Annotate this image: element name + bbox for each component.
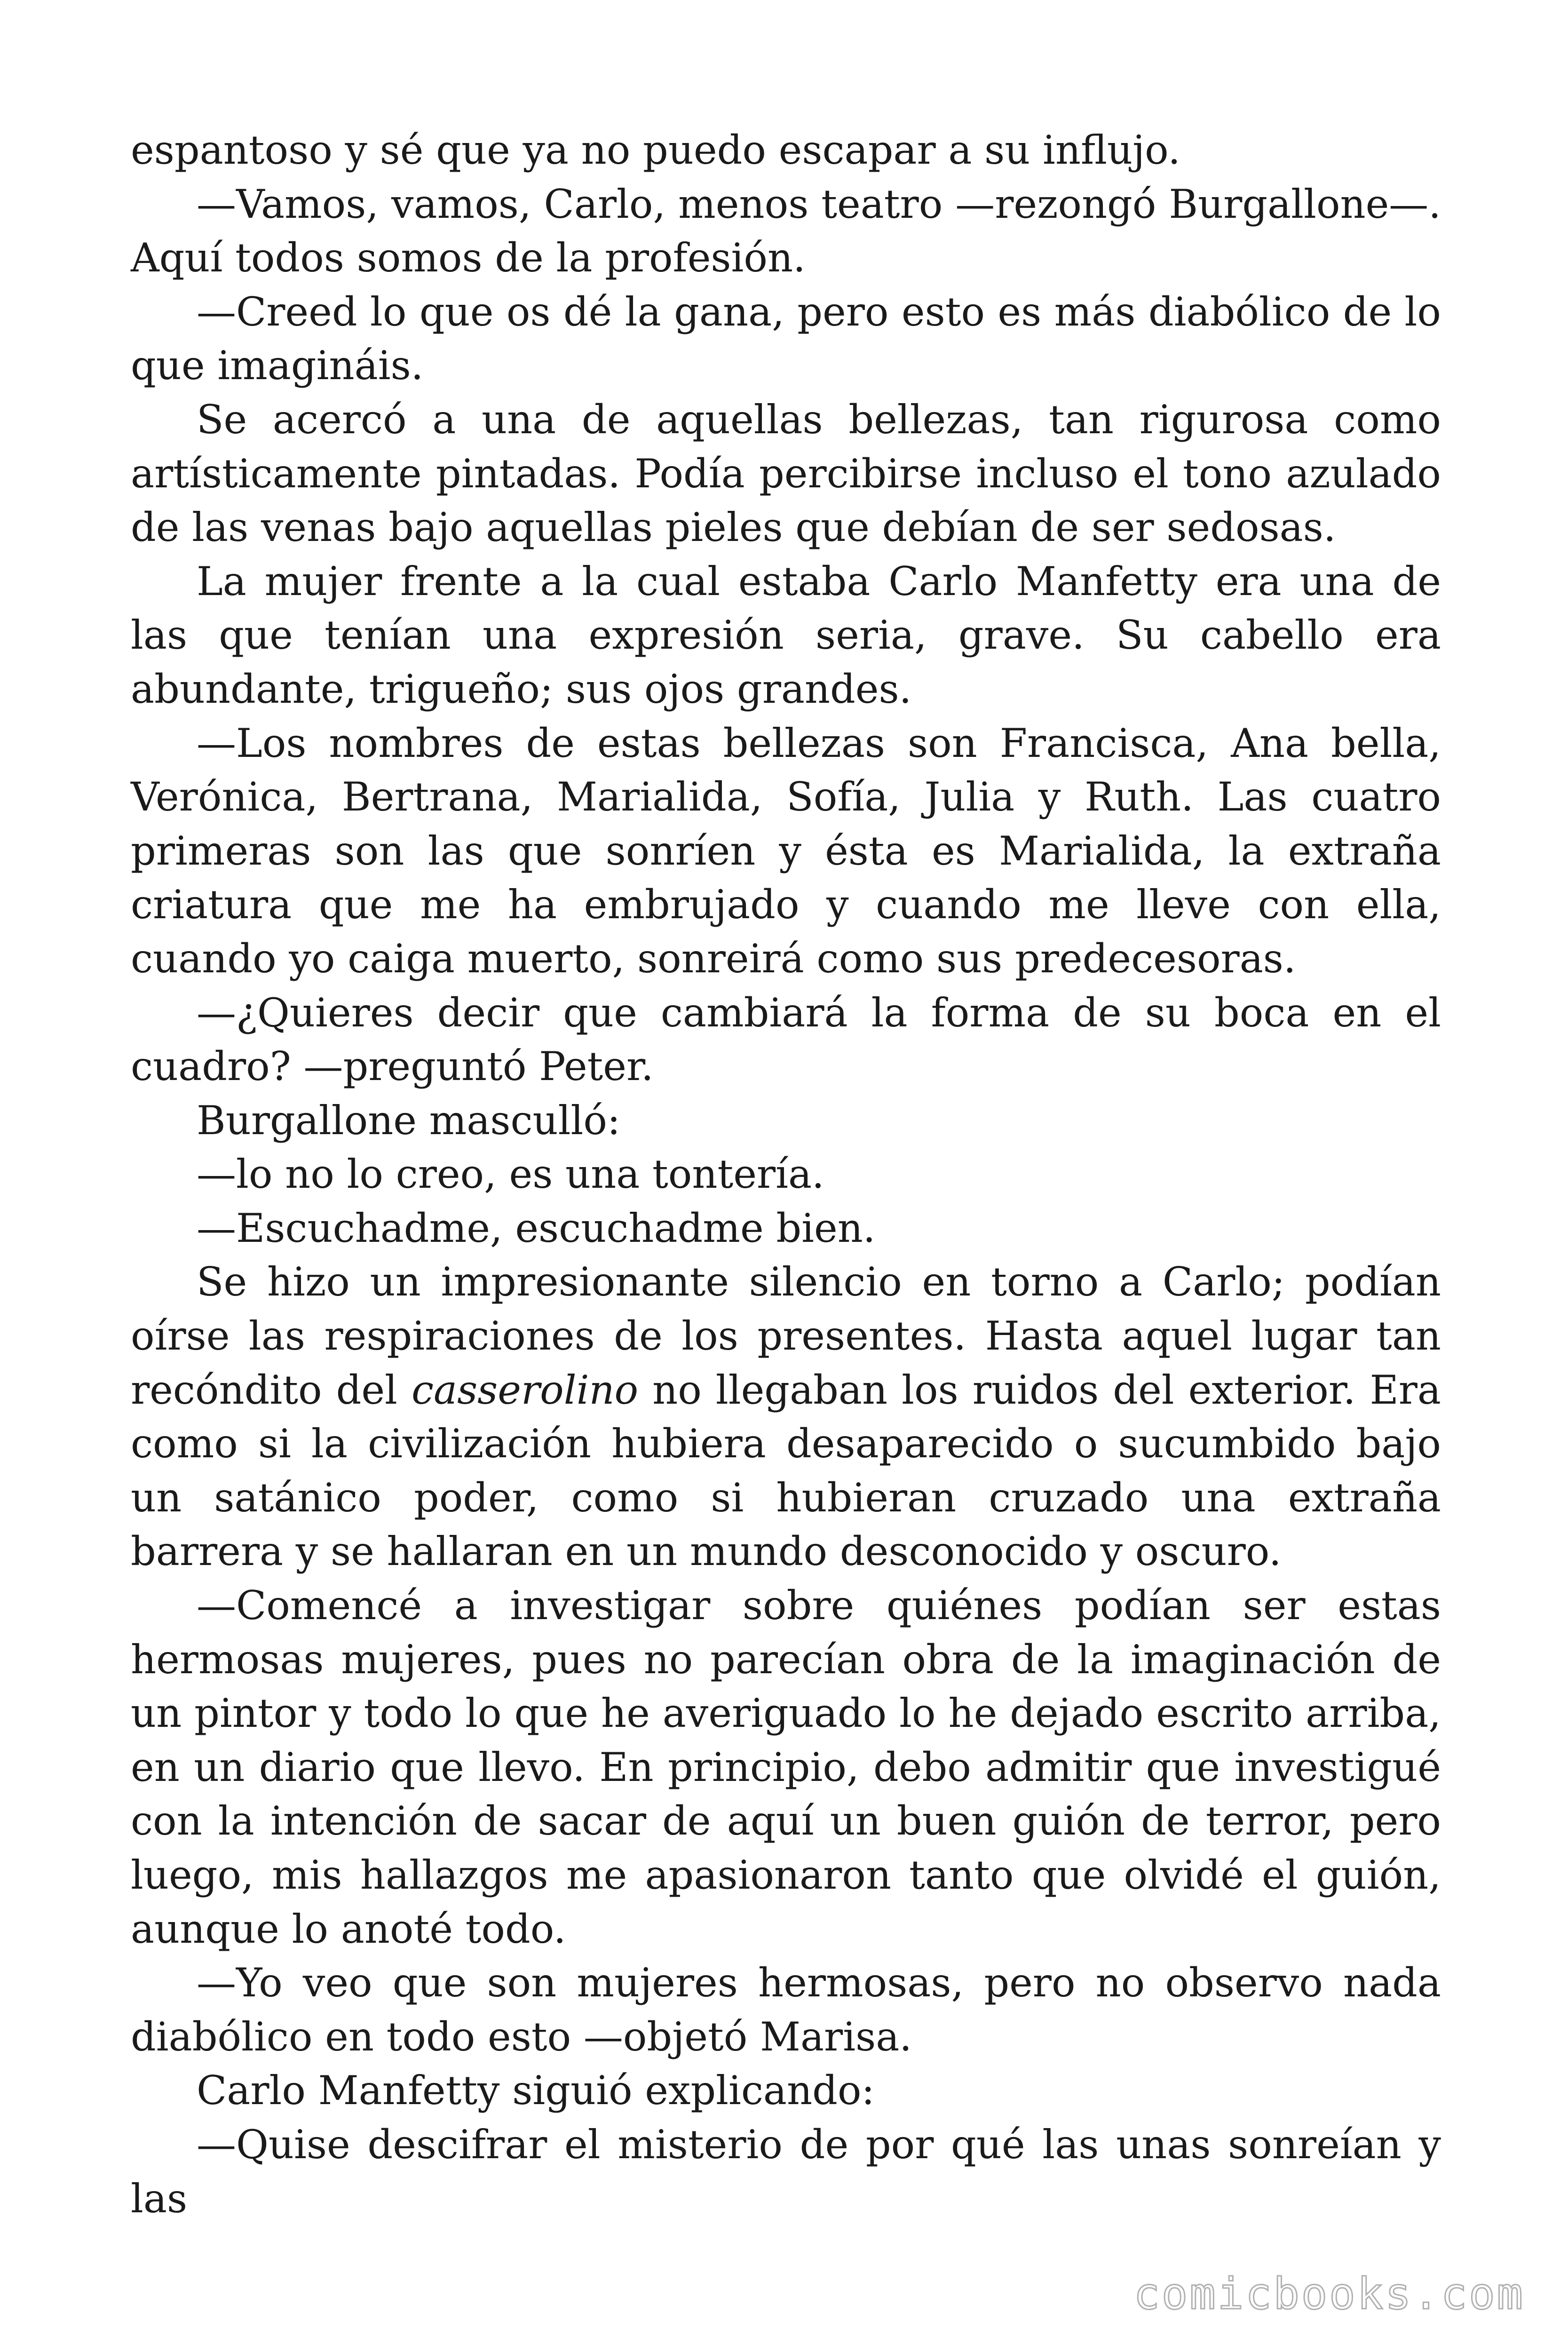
paragraph-5: La mujer frente a la cual estaba Carlo Manfetty era una de las que tenían una expresión seria, grave. Su cabello era abundante, trigueño; sus ojos grandes. [131, 558, 1441, 712]
paragraph-1: espantoso y sé que ya no puedo escapar a su influjo. [131, 127, 1180, 173]
paragraph-11-text-before: Se hizo un impresionante silencio en torno a Carlo; podían oírse las respiraciones de los presentes. Hasta aquel lugar tan recóndito del [131, 1259, 1441, 1413]
paragraph-11 [131, 1255, 1441, 1579]
paragraph-14: Carlo Manfetty siguió explicando: [197, 2067, 875, 2114]
watermark: comicbooks.com [1133, 2269, 1525, 2319]
italic-word-casserolino: casserolino [411, 1367, 639, 1413]
body-text [131, 123, 1441, 2225]
paragraph-15: —Quise descifrar el misterio de por qué las unas sonreían y las [131, 2121, 1441, 2222]
paragraph-12: —Comencé a investigar sobre quiénes podían ser estas hermosas mujeres, pues no parecían obra de la imaginación de un pintor y todo lo que he averiguado lo he dejado escrito arriba, en un diario que llevo. En principio, debo admitir que investigué con la intención de sacar de aquí un buen guión de terror, pero luego, mis hallazgos me apasionaron tanto que olvidé el guión, aunque lo anoté todo. [131, 1582, 1441, 1952]
paragraph-11-text-after: no llegaban los ruidos del exterior. Era como si la civilización hubiera desaparecido o sucumbido bajo un satánico poder, como si hubieran cruzado una extraña barrera y se hallaran en un mundo desconocido y oscuro. [131, 1367, 1441, 1575]
paragraph-7: —¿Quieres decir que cambiará la forma de su boca en el cuadro? —preguntó Peter. [131, 989, 1441, 1090]
paragraph-13: —Yo veo que son mujeres hermosas, pero no observo nada diabólico en todo esto —objetó Marisa. [131, 1960, 1441, 2060]
paragraph-10: —Escuchadme, escuchadme bien. [197, 1205, 876, 1251]
paragraph-8: Burgallone masculló: [197, 1097, 621, 1144]
paragraph-4: Se acercó a una de aquellas bellezas, tan rigurosa como artísticamente pintadas. Podía percibirse incluso el tono azulado de las venas bajo aquellas pieles que debían de ser sedosas. [131, 396, 1441, 551]
paragraph-9: —lo no lo creo, es una tontería. [197, 1151, 824, 1198]
paragraph-3: —Creed lo que os dé la gana, pero esto es más diabólico de lo que imagináis. [131, 288, 1441, 389]
paragraph-6: —Los nombres de estas bellezas son Francisca, Ana bella, Verónica, Bertrana, Marialida, Sofía, Julia y Ruth. Las cuatro primeras son las que sonríen y ésta es Marialida, la extraña criatura que me ha embrujado y cuando me lleve con ella, cuando yo caiga muerto, sonreirá como sus predecesoras. [131, 720, 1441, 982]
paragraph-2: —Vamos, vamos, Carlo, menos teatro —rezongó Burgallone—. Aquí todos somos de la profesión. [131, 181, 1441, 281]
